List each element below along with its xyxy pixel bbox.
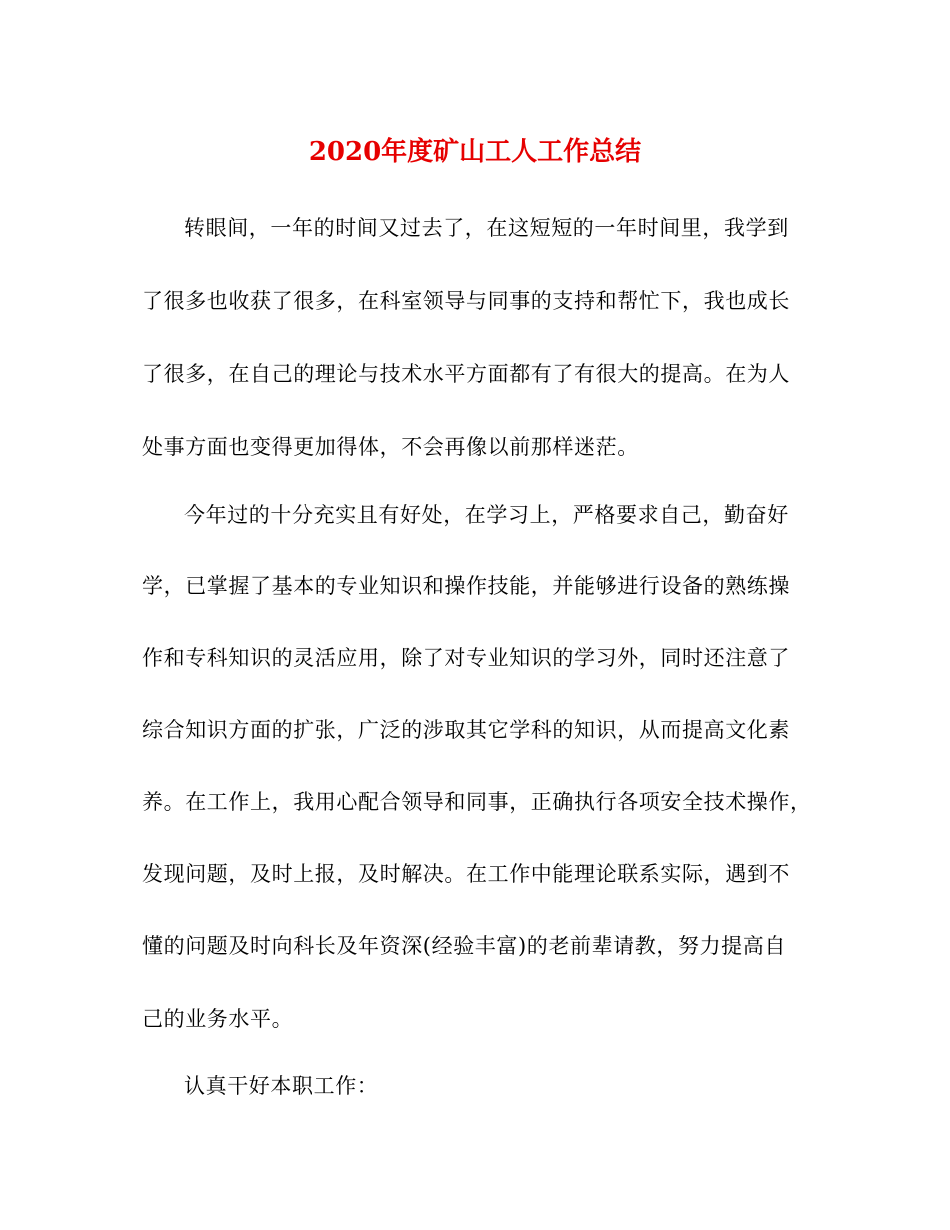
paragraph-line: 养。在工作上，我用心配合领导和同事，正确执行各项安全技术操作，: [142, 790, 812, 814]
paragraph-line: 转眼间，一年的时间又过去了，在这短短的一年时间里，我学到: [184, 216, 789, 240]
paragraph-line: 作和专科知识的灵活应用，除了对专业知识的学习外，同时还注意了: [142, 646, 790, 670]
paragraph-line: 了很多，在自己的理论与技术水平方面都有了有很大的提高。在为人: [142, 362, 790, 386]
paragraph-line: 学，已掌握了基本的专业知识和操作技能，并能够进行设备的熟练操: [142, 574, 790, 598]
paragraph-line: 发现问题，及时上报，及时解决。在工作中能理论联系实际，遇到不: [142, 862, 790, 886]
paragraph-line: 今年过的十分充实且有好处，在学习上，严格要求自己，勤奋好: [184, 503, 789, 527]
paragraph-line: 处事方面也变得更加得体，不会再像以前那样迷茫。: [142, 435, 639, 459]
paragraph-line: 懂的问题及时向科长及年资深(经验丰富)的老前辈请教，努力提高自: [142, 934, 786, 958]
paragraph-line: 认真干好本职工作：: [184, 1074, 379, 1098]
paragraph-line: 了很多也收获了很多，在科室领导与同事的支持和帮忙下，我也成长: [142, 289, 790, 313]
document-title: 2020年度矿山工人工作总结: [308, 137, 642, 167]
paragraph-line: 己的业务水平。: [142, 1007, 294, 1031]
paragraph-line: 综合知识方面的扩张，广泛的涉取其它学科的知识，从而提高文化素: [142, 718, 790, 742]
